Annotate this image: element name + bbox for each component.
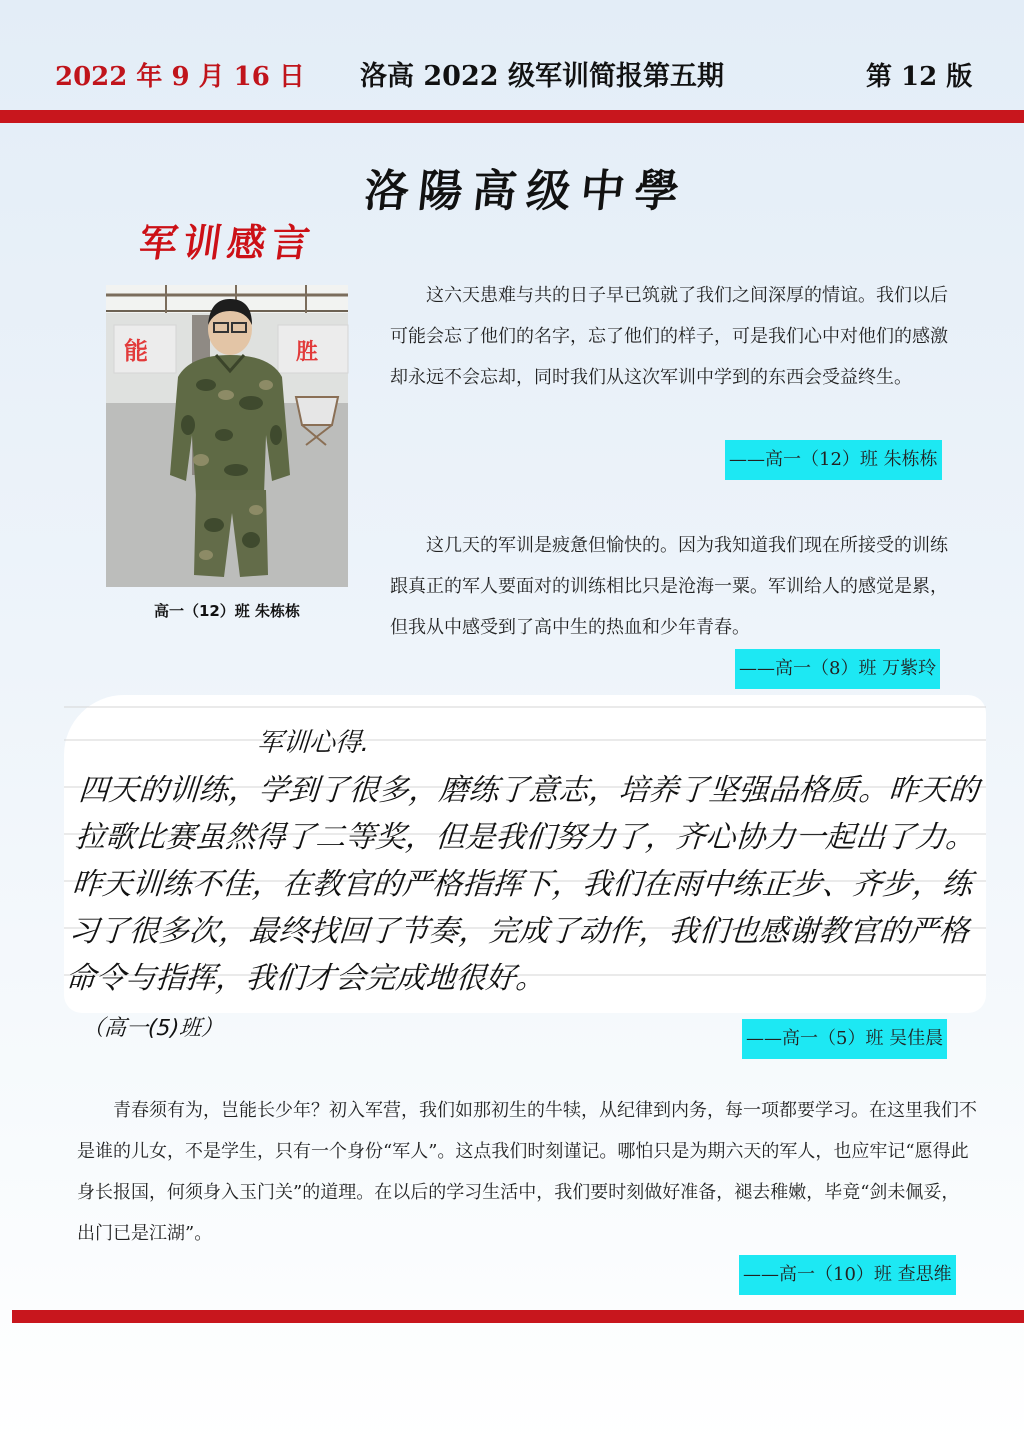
handwritten-class-note: （高一(5)班） (81, 1016, 225, 1041)
entry-4-text: 青春须有为，岂能长少年？初入军营，我们如那初生的牛犊，从纪律到内务，每一项都要学习。在这里我们不是谁的儿女，不是学生，只有一个身份“军人”。这点我们时刻谨记。哪怕只是为期六天的军人，也应牢记“愿得此身长报国，何须身入玉门关”的道理。在以后的学习生活中，我们要时刻做好准备，褪去稚嫩，毕竟“剑未佩妥，出门已是江湖”。 (77, 1100, 977, 1244)
sign-right-text: 胜 (296, 340, 319, 365)
entry-1-signature: ——高一（12）班 朱栋栋 (725, 440, 942, 480)
entry-3-signature: ——高一（5）班 吴佳晨 (742, 1019, 947, 1059)
bottom-red-rule (12, 1310, 1024, 1323)
photo-caption: 高一（12）班 朱栋栋 (153, 602, 301, 620)
section-title: 军训感言 (136, 220, 319, 265)
issue-date: 2022 年 9 月 16 日 (55, 62, 305, 92)
sign-left-text: 能 (124, 337, 148, 365)
entry-2-text: 这几天的军训是疲惫但愉快的。因为我知道我们现在所接受的训练跟真正的军人要面对的训练相比只是沧海一粟。军训给人的感觉是累，但我从中感受到了高中生的热血和少年青春。 (390, 535, 948, 638)
handwritten-title: 军训心得. (255, 728, 371, 758)
page-number: 第 12 版 (866, 62, 973, 92)
entry-1-text: 这六天患难与共的日子早已筑就了我们之间深厚的情谊。我们以后可能会忘了他们的名字，忘了他们的样子，可是我们心中对他们的感激却永远不会忘却，同时我们从这次军训中学到的东西会受益终生。 (390, 285, 948, 388)
newsletter-title: 洛高 2022 级军训简报第五期 (360, 61, 724, 92)
entry-4-signature: ——高一（10）班 查思维 (739, 1255, 956, 1295)
handwritten-body: 四天的训练，学到了很多，磨练了意志，培养了坚强品格质。昨天的拉歌比赛虽然得了二等奖，但是我们努力了，齐心协力一起出了力。昨天训练不佳，在教官的严格指挥下，我们在雨中练正步、齐步，练习了很多次，最终找回了节奏，完成了动作，我们也感谢教官的严格命令与指挥，我们才会完成地很好。 (64, 773, 980, 996)
entry-2-signature: ——高一（8）班 万紫玲 (735, 649, 940, 689)
page-header (0, 0, 1024, 110)
student-photo (106, 285, 348, 587)
handwritten-text (60, 720, 993, 1052)
school-name: 洛陽高级中學 (361, 166, 692, 217)
top-red-rule (0, 110, 1024, 123)
student-photo-illustration (106, 285, 348, 587)
